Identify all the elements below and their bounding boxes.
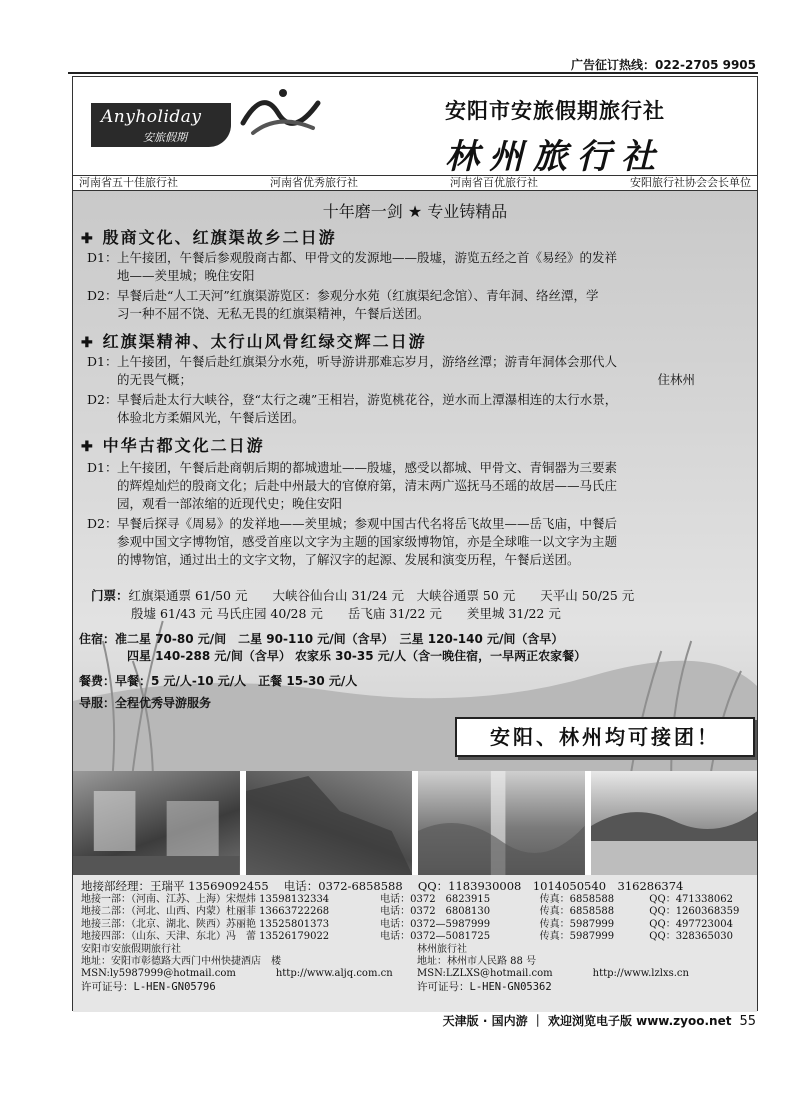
day-text: 习一种不屈不饶、无私无畏的红旗渠精神，午餐后送团。 bbox=[117, 306, 430, 321]
day-label: D2： bbox=[87, 516, 118, 531]
pickup-banner: 安阳、林州均可接团！ bbox=[455, 717, 755, 757]
meal-prices bbox=[79, 673, 357, 690]
route-day bbox=[87, 249, 743, 285]
lodging-label: 住宿： bbox=[79, 632, 116, 646]
cliff-image-icon bbox=[246, 771, 413, 875]
honor-item: 河南省百优旅行社 bbox=[450, 176, 538, 189]
day-label: D1： bbox=[87, 354, 118, 369]
route-title bbox=[81, 225, 337, 248]
day-text: 上午接团，午餐后赴红旗渠分水苑，听导游讲那难忘岁月，游络丝潭；游青年洞体会那代人 bbox=[117, 354, 618, 369]
guide-service bbox=[79, 695, 211, 712]
anyholiday-logo bbox=[91, 103, 231, 147]
day-text: 上午接团，午餐后赴商朝后期的都城遗址——殷墟，感受以都城、甲骨文、青铜器为三要素 bbox=[117, 460, 618, 475]
day-text: 体验北方柔媚风光，午餐后送团。 bbox=[117, 410, 305, 425]
monument-image-icon bbox=[73, 771, 240, 875]
day-text: 园，观看一部浓缩的近现代史；晚住安阳 bbox=[117, 496, 343, 511]
ticket-line: 殷墟 61/43 元 马氏庄园 40/28 元 岳飞庙 31/22 元 羑里城 31/22 元 bbox=[131, 606, 561, 621]
lake-image-icon bbox=[591, 771, 758, 875]
route-title-text: 中华古都文化二日游 bbox=[102, 436, 265, 455]
lodging-line: 准二星 70-80 元/间 二星 90-110 元/间（含早） 三星 120-140 元/间（含早） bbox=[115, 632, 564, 646]
waterfall-image-icon bbox=[418, 771, 585, 875]
route-day bbox=[87, 287, 743, 323]
agency-calligraphy-title: 林州旅行社 bbox=[445, 137, 665, 177]
photo-lake bbox=[591, 771, 758, 875]
contact-section bbox=[73, 875, 757, 1012]
logo-swoosh-icon bbox=[233, 83, 323, 143]
top-rule bbox=[68, 72, 758, 74]
day-text: 参观中国文字博物馆，感受首座以文字为主题的国家级博物馆，亦是全球唯一以文字为主题 bbox=[117, 534, 618, 549]
route-title bbox=[81, 329, 427, 352]
photo-monument bbox=[73, 771, 240, 875]
meal-text: 早餐：5 元/人-10 元/人 正餐 15-30 元/人 bbox=[115, 674, 358, 688]
photo-cliff bbox=[246, 771, 413, 875]
agency-name: 安阳市安旅假期旅行社 bbox=[445, 99, 665, 123]
plus-bullet-icon: ✚ bbox=[81, 231, 95, 247]
ad-hotline: 广告征订热线：022-2705 9905 bbox=[570, 58, 756, 72]
day-text: 早餐后探寻《周易》的发祥地——羑里城；参观中国古代名将岳飞故里——岳飞庙，中餐后 bbox=[117, 516, 618, 531]
manager-contact: 地接部经理：王瑞平 13569092455 电话：0372-6858588 QQ：1183930008 1014050540 316286374 bbox=[81, 879, 684, 893]
day-label: D1： bbox=[87, 250, 118, 265]
day-text-line: 的无畏气概； 住林州 bbox=[117, 372, 695, 387]
day-text: 上午接团，午餐后参观殷商古都、甲骨文的发源地——殷墟，游览五经之首《易经》的发祥 bbox=[117, 250, 618, 265]
dept-row: 地接一部：（河南、江苏、上海）宋煜炜 13598132334 电话：0372 6823915 传真：6858588 QQ：471338062 bbox=[81, 894, 733, 905]
itinerary-panel bbox=[73, 191, 757, 771]
ad-header bbox=[73, 77, 757, 175]
route-day bbox=[87, 459, 743, 513]
day-text: 地——羑里城；晚住安阳 bbox=[117, 268, 255, 283]
plus-bullet-icon: ✚ bbox=[81, 335, 95, 351]
page-footer bbox=[443, 1012, 756, 1029]
address-row: 地址：安阳市彰德路大西门中州快捷酒店 楼 地址：林州市人民路 88 号 bbox=[81, 956, 537, 968]
guide-label: 导服： bbox=[79, 696, 116, 710]
day-text: 的博物馆，通过出土的文字文物，了解汉字的起源、发展和演变历程，午餐后送团。 bbox=[117, 552, 580, 567]
dept-row: 地接四部：（山东、天津、东北）冯 蕾 13526179022 电话：0372—5081725 传真：5987999 QQ：328365030 bbox=[81, 931, 733, 943]
logo-chinese-text: 安旅假期 bbox=[143, 131, 187, 144]
day-text: 早餐后赴太行大峡谷，登“太行之魂”王相岩，游览桃花谷，逆水而上潭瀑相连的太行水景， bbox=[117, 392, 618, 407]
plus-bullet-icon: ✚ bbox=[81, 439, 95, 455]
route-day bbox=[87, 515, 743, 569]
lodging-line: 四星 140-288 元/间（含早） 农家乐 30-35 元/人（含一晚住宿，一早两正农家餐） bbox=[127, 649, 587, 663]
honor-item: 安阳旅行社协会会长单位 bbox=[630, 176, 751, 189]
license-row: 许可证号：L-HEN-GN05796 许可证号：L-HEN-GN05362 bbox=[81, 980, 552, 993]
day-label: D2： bbox=[87, 288, 118, 303]
day-label: D2： bbox=[87, 392, 118, 407]
route-title bbox=[81, 433, 265, 456]
msn-row: MSN:ly5987999@hotmail.com http://www.aljq.com.cn MSN:LZLXS@hotmail.com http://www.lzlxs.cn bbox=[81, 968, 689, 980]
ticket-line: 红旗渠通票 61/50 元 大峡谷仙台山 31/24 元 大峡谷通票 50 元 天平山 50/25 元 bbox=[128, 588, 635, 603]
honors-bar bbox=[73, 175, 757, 191]
photo-waterfall bbox=[418, 771, 585, 875]
day-label: D1： bbox=[87, 460, 118, 475]
photo-strip bbox=[73, 771, 757, 875]
logo-english-text: Anyholiday bbox=[101, 107, 202, 127]
ticket-prices bbox=[91, 587, 634, 623]
lodging-prices bbox=[79, 631, 586, 665]
guide-text: 全程优秀导游服务 bbox=[115, 696, 212, 710]
route-day bbox=[87, 353, 743, 389]
route-day bbox=[87, 391, 743, 427]
dept-row: 地接三部：（北京、湖北、陕西）苏丽艳 13525801373 电话：0372—5987999 传真：5987999 QQ：497723004 bbox=[81, 918, 733, 930]
route-title-text: 红旗渠精神、太行山风骨红绿交辉二日游 bbox=[102, 332, 427, 351]
honor-item: 河南省优秀旅行社 bbox=[270, 176, 358, 189]
meal-label: 餐费： bbox=[79, 674, 116, 688]
route-title-text: 殷商文化、红旗渠故乡二日游 bbox=[102, 228, 337, 247]
page-number: 55 bbox=[739, 1014, 756, 1029]
advertisement-frame bbox=[72, 76, 758, 1011]
footer-text: 天津版 · 国内游 ｜ 欢迎浏览电子版 www.zyoo.net bbox=[442, 1014, 732, 1028]
dept-row: 地接二部：（河北、山西、内蒙）杜丽菲 13663722268 电话：0372 6808130 传真：6858588 QQ：1260368359 bbox=[81, 906, 740, 918]
day-text: 的辉煌灿烂的殷商文化；后赴中州最大的官僚府第，清末两广巡抚马丕瑶的故居——马氏庄 bbox=[117, 478, 618, 493]
agency-names-row: 安阳市安旅假期旅行社 林州旅行社 bbox=[81, 943, 467, 955]
honor-item: 河南省五十佳旅行社 bbox=[79, 176, 178, 189]
slogan: 十年磨一剑 ★ 专业铸精品 bbox=[322, 202, 508, 221]
day-text: 早餐后赴“人工天河”红旗渠游览区：参观分水苑（红旗渠纪念馆）、青年洞、络丝潭，学 bbox=[117, 288, 599, 303]
ticket-label: 门票： bbox=[91, 588, 129, 603]
